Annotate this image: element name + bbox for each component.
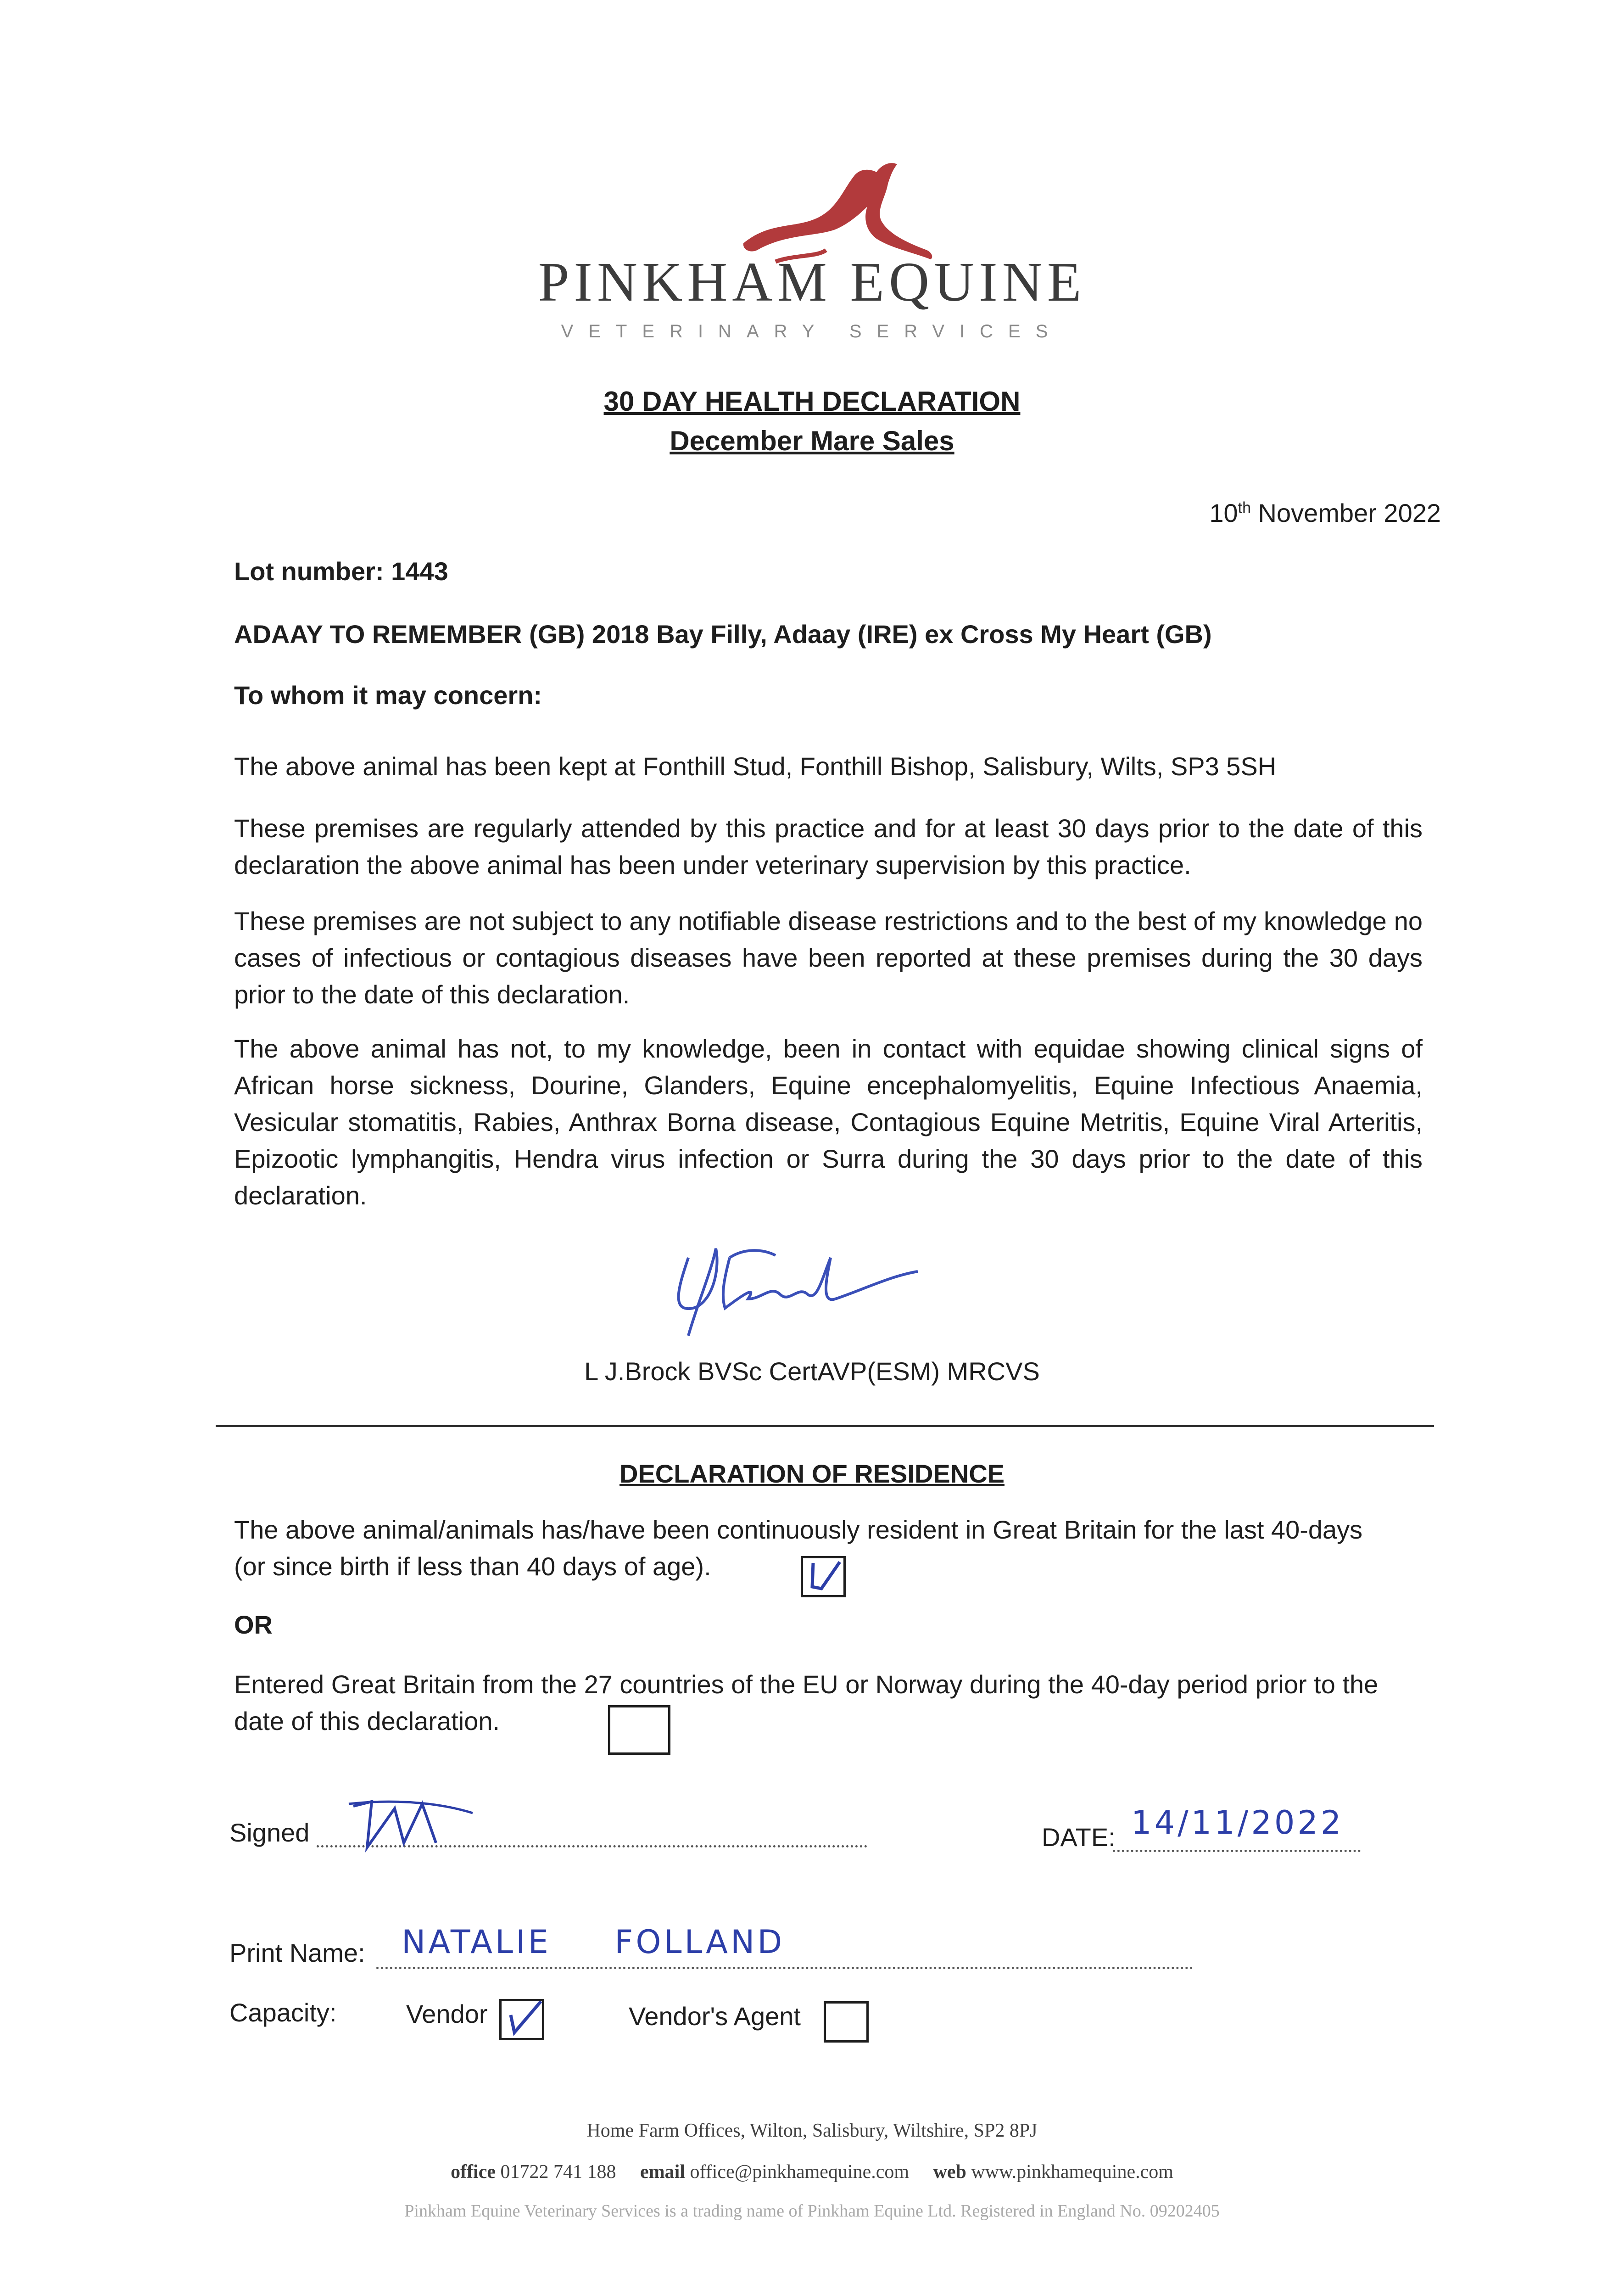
vet-signature bbox=[661, 1230, 936, 1340]
print-name-line[interactable] bbox=[376, 1962, 1193, 1969]
vendor-agent-checkbox[interactable] bbox=[824, 2001, 869, 2043]
vendor-checkbox[interactable] bbox=[499, 1999, 544, 2040]
vendor-signature bbox=[344, 1792, 482, 1857]
footer-web[interactable]: www.pinkhamequine.com bbox=[971, 2161, 1173, 2183]
document-subtitle: December Mare Sales bbox=[670, 425, 954, 456]
paragraph-contact: The above animal has not, to my knowledge, been in contact with equidae showing clinical signs of African horse sickness, Dourine, Glanders, Equine encephalomyelitis, Equine Infectious Anaemia, Vesicular stomatitis, Rabies, Anthrax Borna disease, Contagious Equine Metritis, Equine Viral Arteritis, Epizootic lymphangitis, Hendra virus infection or Surra during the 30 days prior to the date of this declaration. bbox=[234, 1034, 1423, 1210]
date-line[interactable] bbox=[1113, 1845, 1361, 1852]
footer-office-label: office bbox=[451, 2161, 496, 2183]
paragraph-premises: The above animal has been kept at Fonthill Stud, Fonthill Bishop, Salisbury, Wilts, SP3 5SH bbox=[234, 752, 1277, 781]
paragraph-supervision: These premises are regularly attended by this practice and for at least 30 days prior to the date of this declaration the above animal has been under veterinary supervision by this practice. bbox=[234, 814, 1423, 879]
residence-option-1-checkbox[interactable] bbox=[801, 1556, 846, 1597]
print-name-label: Print Name: bbox=[229, 1938, 365, 1967]
document-title: 30 DAY HEALTH DECLARATION bbox=[603, 386, 1021, 417]
print-name-value: NATALIE FOLLAND bbox=[402, 1923, 785, 1961]
footer-web-label: web bbox=[933, 2161, 966, 2183]
residence-option-2-checkbox[interactable] bbox=[608, 1705, 670, 1755]
residence-title: DECLARATION OF RESIDENCE bbox=[619, 1459, 1005, 1488]
logo-subtitle: VETERINARY SERVICES bbox=[561, 321, 1063, 341]
or-separator: OR bbox=[234, 1610, 273, 1639]
vendor-label: Vendor bbox=[406, 1999, 488, 2028]
horse-description: ADAAY TO REMEMBER (GB) 2018 Bay Filly, Adaay (IRE) ex Cross My Heart (GB) bbox=[234, 620, 1212, 649]
vendor-agent-label: Vendor's Agent bbox=[629, 2002, 801, 2031]
lot-number: Lot number: 1443 bbox=[234, 557, 448, 586]
residence-option-1-text: The above animal/animals has/have been continuously resident in Great Britain for the last 40-days (or since birth if less than 40 days of age). bbox=[234, 1515, 1363, 1581]
residence-option-2 bbox=[234, 1666, 1381, 1740]
footer-legal: Pinkham Equine Veterinary Services is a trading name of Pinkham Equine Ltd. Registered in England No. 09202405 bbox=[404, 2201, 1220, 2221]
section-divider bbox=[216, 1425, 1434, 1427]
footer-email-label: email bbox=[640, 2161, 685, 2183]
footer-office: 01722 741 188 bbox=[500, 2161, 616, 2183]
declaration-date bbox=[1078, 498, 1441, 528]
date-rest: November 2022 bbox=[1258, 498, 1441, 527]
residence-option-2-text: Entered Great Britain from the 27 countries of the EU or Norway during the 40-day period prior to the date of this declaration. bbox=[234, 1670, 1378, 1735]
date-suffix: th bbox=[1238, 499, 1251, 517]
paragraph-restrictions: These premises are not subject to any notifiable disease restrictions and to the best of my knowledge no cases of infectious or contagious diseases have been reported at these premises during the 30 days prior to the date of this declaration. bbox=[234, 907, 1423, 1009]
signed-label: Signed bbox=[229, 1818, 310, 1847]
salutation: To whom it may concern: bbox=[234, 681, 542, 710]
date-day: 10 bbox=[1209, 498, 1238, 527]
vet-name: L J.Brock BVSc CertAVP(ESM) MRCVS bbox=[584, 1357, 1040, 1386]
footer-contacts bbox=[0, 2161, 1624, 2183]
date-label: DATE: bbox=[1042, 1823, 1116, 1852]
footer-email[interactable]: office@pinkhamequine.com bbox=[690, 2161, 910, 2183]
capacity-label: Capacity: bbox=[229, 1998, 337, 2027]
footer-address: Home Farm Offices, Wilton, Salisbury, Wiltshire, SP2 8PJ bbox=[586, 2120, 1038, 2141]
date-value: 14/11/2022 bbox=[1131, 1804, 1344, 1842]
logo-name: PINKHAM EQUINE bbox=[538, 251, 1086, 313]
